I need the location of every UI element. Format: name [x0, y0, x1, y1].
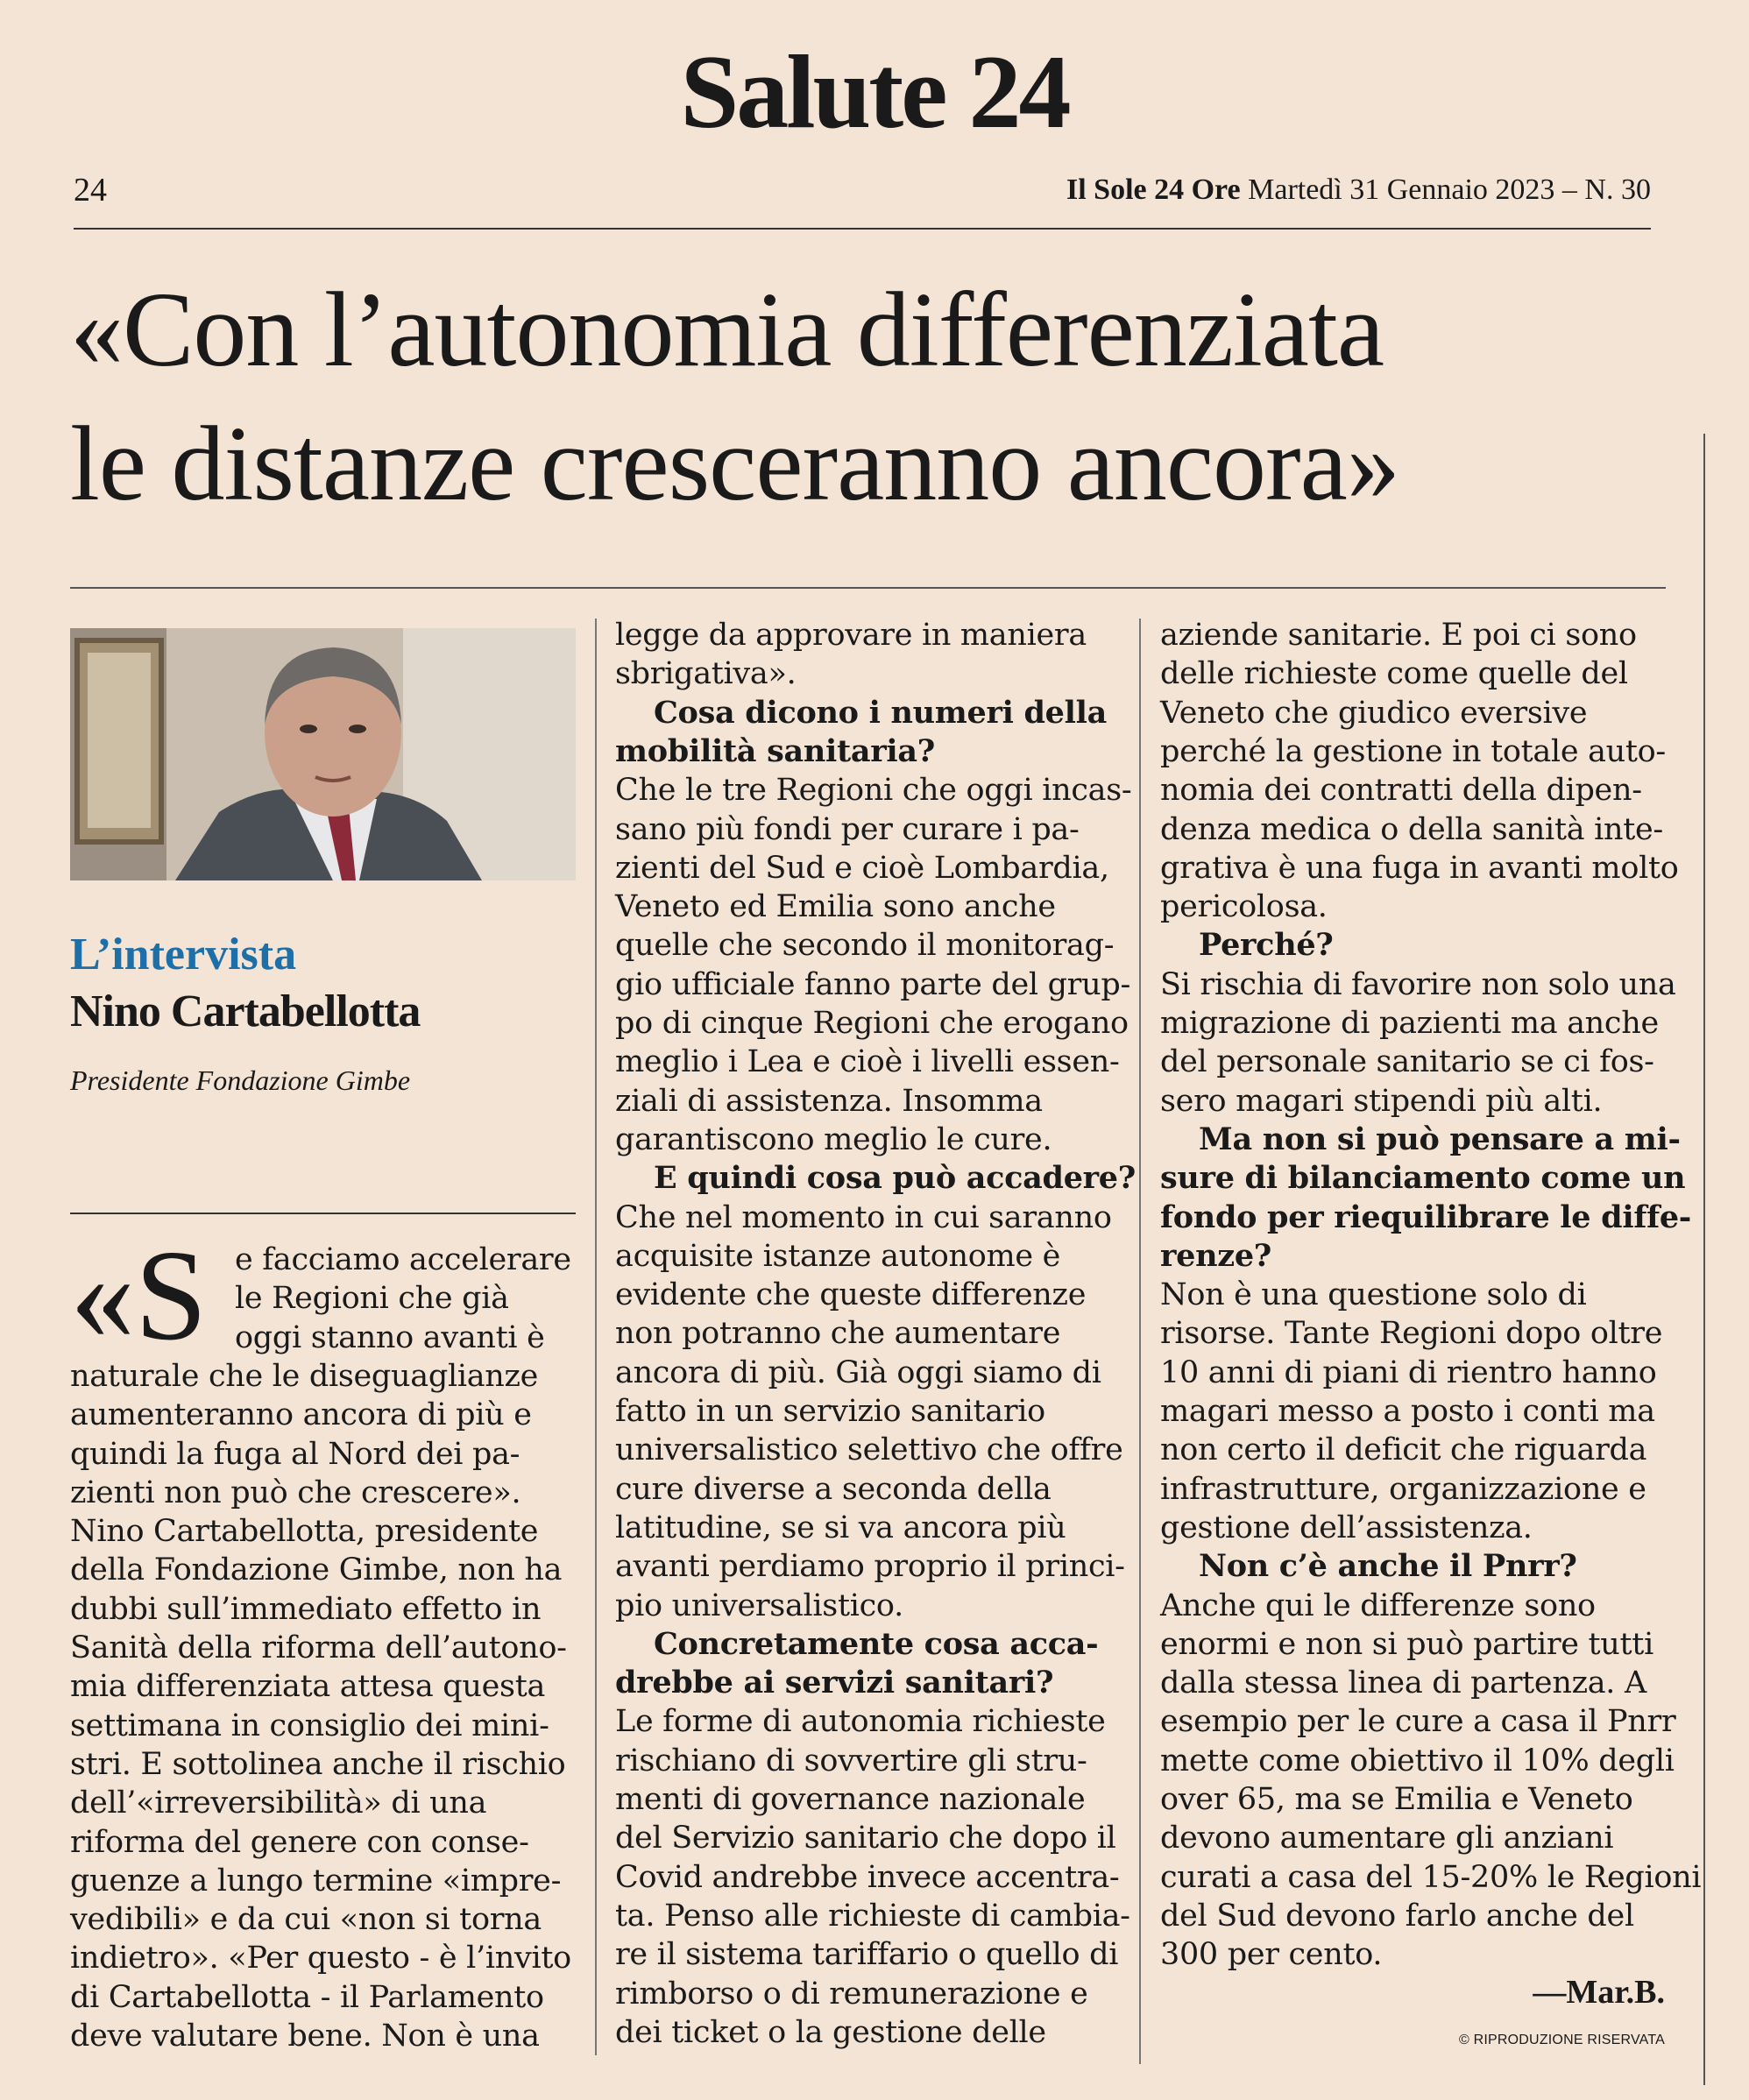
- text-line: Che le tre Regioni che oggi incas-: [615, 773, 1132, 809]
- headline-rule: [70, 587, 1666, 589]
- text-line: perché la gestione in totale auto-: [1160, 733, 1666, 769]
- text-line: Veneto che giudico eversive: [1160, 695, 1588, 731]
- text-line: Si rischia di favorire non solo una: [1160, 966, 1676, 1002]
- text-line: po di cinque Regioni che erogano: [615, 1006, 1129, 1041]
- text-line: legge da approvare in maniera: [615, 618, 1087, 653]
- text-line: Covid andrebbe invece accentra-: [615, 1859, 1120, 1895]
- text-line: Le forme di autonomia richieste: [615, 1704, 1106, 1740]
- text-line: magari messo a posto i conti ma: [1160, 1394, 1655, 1429]
- text-line: rischiano di sovvertire gli stru-: [615, 1743, 1087, 1778]
- column-divider-2: [1139, 619, 1141, 2064]
- text-line: e facciamo accelerare: [235, 1242, 571, 1277]
- column-divider-1: [595, 619, 597, 2055]
- text-line: oggi stanno avanti è: [235, 1319, 545, 1355]
- question-line: drebbe ai servizi sanitari?: [615, 1665, 1054, 1701]
- masthead: Salute 24: [680, 33, 1069, 150]
- question-line: renze?: [1160, 1237, 1272, 1274]
- page-number: 24: [74, 172, 107, 209]
- text-line: dalla stessa linea di partenza. A: [1160, 1665, 1646, 1701]
- text-line: Nino Cartabellotta, presidente: [70, 1514, 539, 1550]
- text-line: migrazione di pazienti ma anche: [1160, 1006, 1659, 1041]
- text-line: quelle che secondo il monitorag-: [615, 928, 1115, 964]
- text-line: zienti del Sud e cioè Lombardia,: [615, 850, 1109, 886]
- text-line: mette come obiettivo il 10% degli: [1160, 1743, 1675, 1778]
- interviewee-name: Nino Cartabellotta: [70, 986, 421, 1036]
- portrait-photo: [70, 628, 576, 880]
- text-line: Veneto ed Emilia sono anche: [615, 889, 1056, 925]
- text-line: latitudine, se si va ancora più: [615, 1510, 1066, 1545]
- headline-line-1: «Con l’autonomia differenziata: [70, 271, 1384, 389]
- text-line: nomia dei contratti della dipen-: [1160, 773, 1642, 809]
- text-line: acquisite istanze autonome è: [615, 1238, 1061, 1274]
- headline: [70, 263, 1674, 531]
- text-line: re il sistema tariffario o quello di: [615, 1937, 1119, 1973]
- text-line: Sanità della riforma dell’autono-: [70, 1630, 567, 1665]
- text-line: over 65, ma se Emilia e Veneto: [1160, 1782, 1633, 1817]
- text-line: non potranno che aumentare: [615, 1316, 1061, 1352]
- text-line: Non è una questione solo di: [1160, 1277, 1587, 1313]
- text-line: meglio i Lea e cioè i livelli essen-: [615, 1044, 1120, 1080]
- question-line: E quindi cosa può accadere?: [654, 1160, 1136, 1197]
- question-line: Non c’è anche il Pnrr?: [1199, 1548, 1577, 1585]
- question-line: fondo per riequilibrare le diffe-: [1160, 1198, 1692, 1235]
- text-line: zienti non può che crescere».: [70, 1474, 521, 1510]
- dateline: [1066, 173, 1651, 207]
- text-line: indietro». «Per questo - è l’invito: [70, 1941, 571, 1976]
- text-line: le Regioni che già: [235, 1281, 509, 1317]
- text-line: ancora di più. Già oggi siamo di: [615, 1354, 1101, 1390]
- text-line: Che nel momento in cui saranno: [615, 1199, 1112, 1235]
- text-line: devono aumentare gli anziani: [1160, 1821, 1614, 1856]
- text-line: ziali di assistenza. Insomma: [615, 1083, 1043, 1119]
- text-line: aziende sanitarie. E poi ci sono: [1160, 618, 1637, 653]
- text-line: pio universalistico.: [615, 1587, 903, 1623]
- text-line: stri. E sottolinea anche il rischio: [70, 1746, 566, 1782]
- portrait-illustration: [70, 628, 576, 880]
- text-line: di Cartabellotta - il Parlamento: [70, 1979, 544, 2015]
- text-line: dubbi sull’immediato effetto in: [70, 1591, 542, 1627]
- paper-name: Il Sole 24 Ore: [1066, 173, 1241, 206]
- text-line: grativa è una fuga in avanti molto: [1160, 850, 1679, 886]
- text-line: denza medica o della sanità inte-: [1160, 811, 1663, 847]
- text-line: mia differenziata attesa questa: [70, 1669, 546, 1705]
- text-line: sbrigativa».: [615, 656, 797, 692]
- text-line: 300 per cento.: [1160, 1937, 1383, 1973]
- text-line: vedibili» e da cui «non si torna: [70, 1902, 542, 1938]
- text-line: risorse. Tante Regioni dopo oltre: [1160, 1316, 1663, 1352]
- author-signature: —Mar.B.: [1533, 1974, 1665, 2011]
- text-line: dei ticket o la gestione delle: [615, 2014, 1046, 2050]
- text-line: quindi la fuga al Nord dei pa-: [70, 1436, 520, 1472]
- text-line: enormi e non si può partire tutti: [1160, 1626, 1653, 1662]
- question-line: Cosa dicono i numeri della: [654, 694, 1107, 731]
- question-line: mobilità sanitaria?: [615, 732, 935, 769]
- issue-date: Martedì 31 Gennaio 2023 – N. 30: [1248, 173, 1651, 206]
- text-line: sano più fondi per curare i pa-: [615, 811, 1080, 847]
- text-line: delle richieste come quelle del: [1160, 656, 1628, 692]
- headline-line-2: le distanze cresceranno ancora»: [70, 405, 1399, 523]
- text-line: evidente che queste differenze: [615, 1277, 1087, 1313]
- page-right-rule: [1703, 434, 1705, 2085]
- text-line: avanti perdiamo proprio il princi-: [615, 1549, 1125, 1585]
- question-line: Concretamente cosa acca-: [654, 1625, 1099, 1662]
- sidebar-rule: [70, 1213, 576, 1214]
- text-line: dell’«irreversibilità» di una: [70, 1785, 487, 1821]
- text-line: universalistico selettivo che offre: [615, 1432, 1123, 1468]
- text-line: ta. Penso alle richieste di cambia-: [615, 1898, 1130, 1934]
- header-rule: [74, 228, 1651, 230]
- text-line: gestione dell’assistenza.: [1160, 1510, 1533, 1545]
- text-line: cure diverse a seconda della: [615, 1471, 1052, 1507]
- text-line: settimana in consiglio dei mini-: [70, 1708, 549, 1743]
- drop-cap: «S: [70, 1224, 208, 1368]
- text-line: guenze a lungo termine «impre-: [70, 1863, 562, 1898]
- text-line: del Servizio sanitario che dopo il: [615, 1821, 1116, 1856]
- text-line: sero magari stipendi più alti.: [1160, 1083, 1603, 1119]
- text-line: fatto in un servizio sanitario: [615, 1394, 1045, 1429]
- text-line: infrastrutture, organizzazione e: [1160, 1471, 1646, 1507]
- copyright-notice: © RIPRODUZIONE RISERVATA: [1459, 2033, 1665, 2047]
- text-line: Anche qui le differenze sono: [1160, 1587, 1596, 1623]
- text-line: curati a casa del 15-20% le Regioni: [1160, 1859, 1702, 1895]
- text-line: gio ufficiale fanno parte del grup-: [615, 966, 1130, 1002]
- text-line: esempio per le cure a casa il Pnrr: [1160, 1704, 1676, 1740]
- text-line: 10 anni di piani di rientro hanno: [1160, 1354, 1657, 1390]
- text-line: della Fondazione Gimbe, non ha: [70, 1552, 563, 1588]
- question-line: sure di bilanciamento come un: [1160, 1160, 1686, 1197]
- text-line: del Sud devono farlo anche del: [1160, 1898, 1634, 1934]
- text-line: menti di governance nazionale: [615, 1782, 1086, 1817]
- text-line: deve valutare bene. Non è una: [70, 2019, 540, 2054]
- question-line: Perché?: [1199, 927, 1334, 964]
- text-line: garantiscono meglio le cure.: [615, 1121, 1052, 1157]
- text-line: rimborso o di remunerazione e: [615, 1976, 1088, 2012]
- section-label: L’intervista: [70, 930, 297, 979]
- text-line: aumenteranno ancora di più e: [70, 1397, 532, 1433]
- text-line: del personale sanitario se ci fos-: [1160, 1044, 1654, 1080]
- text-line: riforma del genere con conse-: [70, 1824, 529, 1860]
- interviewee-role: Presidente Fondazione Gimbe: [70, 1064, 411, 1096]
- text-line: pericolosa.: [1160, 889, 1328, 925]
- text-line: naturale che le diseguaglianze: [70, 1358, 539, 1394]
- question-line: Ma non si può pensare a mi-: [1199, 1121, 1681, 1157]
- text-line: non certo il deficit che riguarda: [1160, 1432, 1647, 1468]
